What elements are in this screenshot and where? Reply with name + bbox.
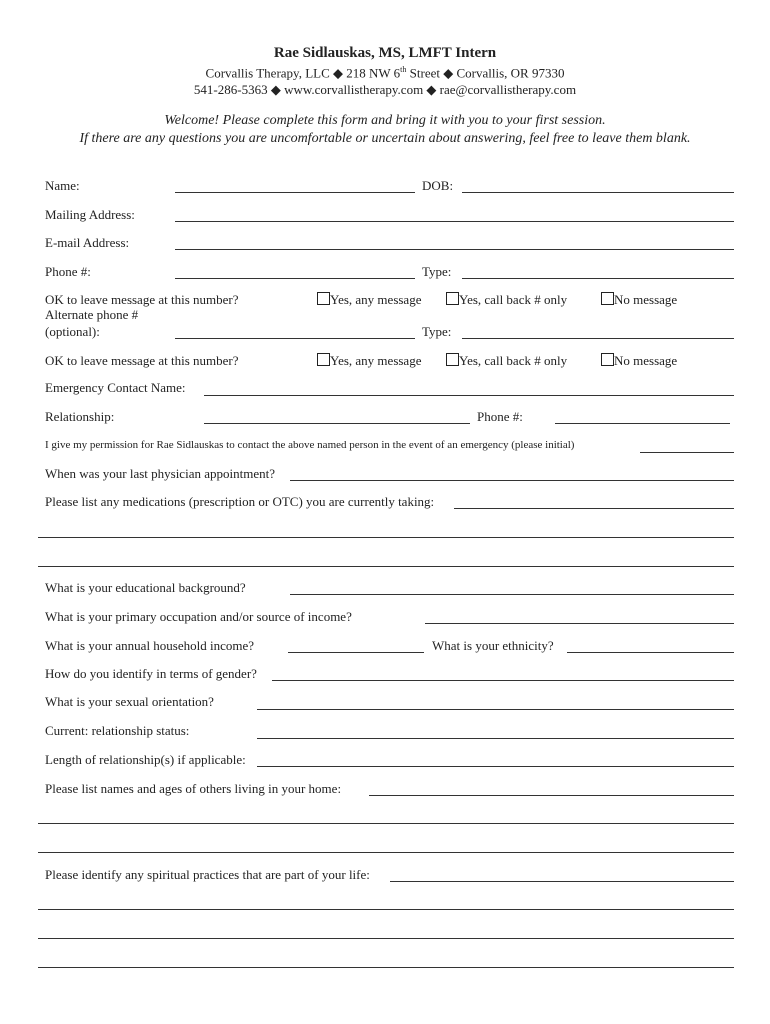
household-members-line-3[interactable] [38, 852, 734, 853]
spiritual-practices-line-3[interactable] [38, 938, 734, 939]
household-members-field[interactable] [369, 795, 734, 796]
alternate-phone-field[interactable] [175, 338, 415, 339]
relationship-length-field[interactable] [257, 766, 734, 767]
relationship-field[interactable] [204, 423, 470, 424]
mailing-address-field[interactable] [175, 221, 734, 222]
education-label: What is your educational background? [45, 580, 246, 595]
address-ordinal: th [400, 65, 407, 74]
email-label: E-mail Address: [45, 235, 130, 250]
address-part-2: Street ◆ Corvallis, OR 97330 [406, 65, 565, 81]
yes-any-message-label: Yes, any message [330, 292, 422, 307]
spiritual-practices-line-2[interactable] [38, 909, 734, 910]
phone-type-label: Type: [422, 264, 452, 279]
orientation-label: What is your sexual orientation? [45, 694, 214, 709]
yes-call-back-label: Yes, call back # only [459, 292, 568, 307]
medications-line-3[interactable] [38, 566, 734, 567]
phone-type-field[interactable] [462, 278, 734, 279]
ethnicity-label: What is your ethnicity? [432, 638, 554, 653]
address-part-1: Corvallis Therapy, LLC ◆ 218 NW 6 [205, 65, 401, 81]
ethnicity-field[interactable] [567, 652, 734, 653]
provider-name: Rae Sidlauskas, MS, LMFT Intern [273, 45, 497, 61]
phone-field[interactable] [175, 278, 415, 279]
contact-line: 541-286-5363 ◆ www.corvallistherapy.com ◆ rae@corvallistherapy.com [193, 82, 577, 97]
no-message-checkbox[interactable] [601, 292, 614, 305]
relationship-label: Relationship: [45, 409, 115, 424]
permission-initial-field[interactable] [640, 452, 734, 453]
occupation-field[interactable] [425, 623, 734, 624]
yes-any-message-checkbox-2[interactable] [317, 353, 330, 366]
no-message-label: No message [614, 292, 678, 307]
emergency-contact-label: Emergency Contact Name: [45, 380, 186, 395]
ok-message-label: OK to leave message at this number? [45, 292, 239, 307]
relationship-status-label: Current: relationship status: [45, 723, 190, 738]
alternate-type-label: Type: [422, 324, 452, 339]
income-label: What is your annual household income? [45, 638, 255, 653]
welcome-line-1: Welcome! Please complete this form and bring it with you to your first session. [164, 113, 606, 128]
mailing-address-label: Mailing Address: [45, 207, 135, 222]
relationship-length-label: Length of relationship(s) if applicable: [45, 752, 246, 767]
yes-any-message-label-2: Yes, any message [330, 353, 422, 368]
gender-label: How do you identify in terms of gender? [45, 666, 257, 681]
alternate-type-field[interactable] [462, 338, 734, 339]
relationship-status-field[interactable] [257, 738, 734, 739]
dob-field[interactable] [462, 192, 734, 193]
dob-label: DOB: [422, 178, 454, 193]
medications-field[interactable] [454, 508, 734, 509]
yes-call-back-checkbox[interactable] [446, 292, 459, 305]
no-message-checkbox-2[interactable] [601, 353, 614, 366]
medications-label: Please list any medications (prescription or OTC) you are currently taking: [45, 494, 435, 509]
permission-statement: I give my permission for Rae Sidlauskas to contact the above named person in the event of an emergency (please initial) [45, 439, 575, 451]
name-field[interactable] [175, 192, 415, 193]
ok-message-label-2: OK to leave message at this number? [45, 353, 239, 368]
spiritual-practices-field[interactable] [390, 881, 734, 882]
yes-any-message-checkbox[interactable] [317, 292, 330, 305]
alternate-phone-optional: (optional): [45, 324, 100, 339]
emergency-contact-field[interactable] [204, 395, 734, 396]
emergency-phone-label: Phone #: [477, 409, 523, 424]
occupation-label: What is your primary occupation and/or source of income? [45, 609, 352, 624]
welcome-line-2: If there are any questions you are uncomfortable or uncertain about answering, feel free to leave them blank. [79, 131, 691, 146]
physician-appointment-label: When was your last physician appointment? [45, 466, 275, 481]
education-field[interactable] [290, 594, 734, 595]
household-members-line-2[interactable] [38, 823, 734, 824]
phone-label: Phone #: [45, 264, 91, 279]
yes-call-back-label-2: Yes, call back # only [459, 353, 568, 368]
name-label: Name: [45, 178, 80, 193]
spiritual-practices-label: Please identify any spiritual practices that are part of your life: [45, 867, 370, 882]
medications-line-2[interactable] [38, 537, 734, 538]
gender-field[interactable] [272, 680, 734, 681]
email-field[interactable] [175, 249, 734, 250]
orientation-field[interactable] [257, 709, 734, 710]
emergency-phone-field[interactable] [555, 423, 730, 424]
physician-appointment-field[interactable] [290, 480, 734, 481]
no-message-label-2: No message [614, 353, 678, 368]
spiritual-practices-line-4[interactable] [38, 967, 734, 968]
income-field[interactable] [288, 652, 424, 653]
address-line [0, 65, 770, 81]
household-members-label: Please list names and ages of others living in your home: [45, 781, 342, 796]
yes-call-back-checkbox-2[interactable] [446, 353, 459, 366]
alternate-phone-label: Alternate phone # [45, 307, 139, 322]
